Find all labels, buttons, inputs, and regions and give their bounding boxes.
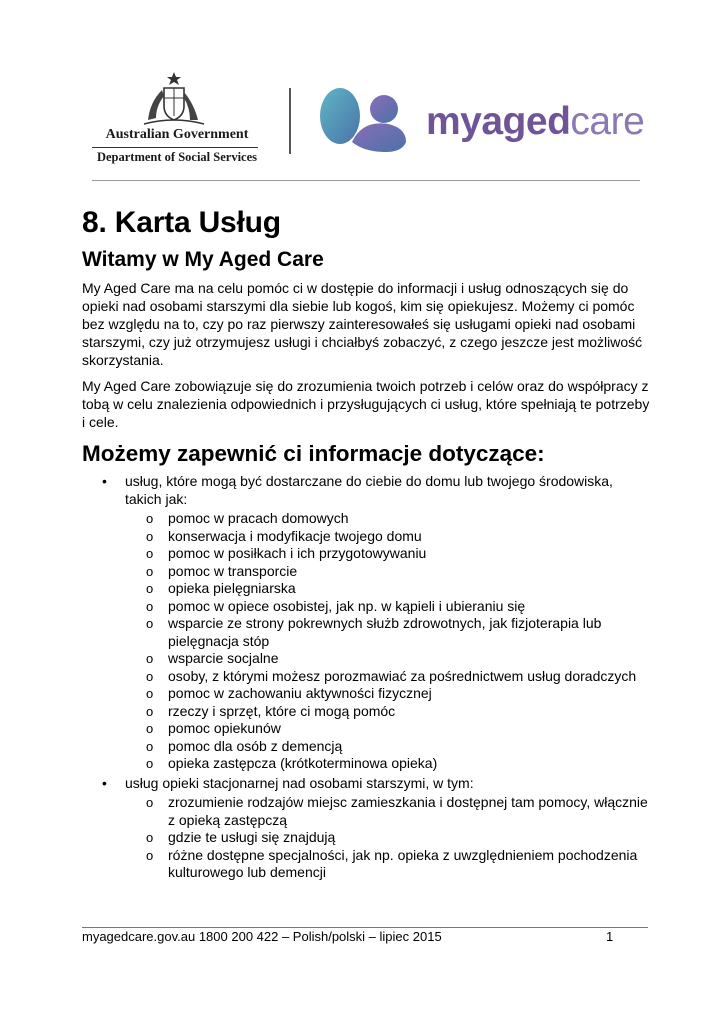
bullet-icon: • <box>102 473 107 489</box>
sub-list-item <box>125 738 652 756</box>
circle-bullet-icon: o <box>146 703 154 719</box>
sub-list-item <box>125 847 652 882</box>
sub-list-item <box>125 615 652 650</box>
sub-list-item-text: pomoc opiekunów <box>168 720 281 736</box>
sub-list-item-text: wsparcie ze strony pokrewnych służb zdrowotnych, jak fizjoterapia lub pielęgnacja stóp <box>168 615 602 649</box>
sub-list-item-text: pomoc w zachowaniu aktywności fizycznej <box>168 685 432 701</box>
sub-list-item-text: opieka pielęgniarska <box>168 580 296 596</box>
sub-list-item <box>125 545 652 563</box>
circle-bullet-icon: o <box>146 598 154 614</box>
sub-list-item <box>125 703 652 721</box>
sub-list-item <box>125 829 652 847</box>
bullet-icon: • <box>102 774 107 791</box>
sub-list-item <box>125 720 652 738</box>
sub-list-item-text: pomoc dla osób z demencją <box>168 737 343 754</box>
sub-list-item-text: pomoc w transporcie <box>168 562 298 579</box>
circle-bullet-icon: o <box>146 528 154 544</box>
sub-list-item-text: osoby, z którymi możesz porozmawiać za pośrednictwem usług doradczych <box>168 667 637 684</box>
sub-list-item <box>125 668 652 686</box>
intro-paragraph: My Aged Care ma na celu pomóc ci w dostępie do informacji i usług odnoszących się do opieki nad osobami starszymi dla siebie lub kogoś, kim się opiekujesz. Możemy ci pomóc bez względu na to, czy po raz pierwszy zainteresowałeś się usługami opieki nad osobami starszymi, czy już otrzymujesz usługi i chciałbyś zobaczyć, z czego jeszcze jest możliwość skorzystania. <box>82 280 643 368</box>
list-item-text: usług opieki stacjonarnej nad osobami starszymi, w tym: <box>125 774 474 791</box>
sub-list-item <box>125 685 652 703</box>
sub-list-item <box>125 528 652 546</box>
header-rule <box>92 180 640 181</box>
sub-list-item <box>125 794 652 829</box>
page-number: 1 <box>606 929 614 944</box>
circle-bullet-icon: o <box>146 738 154 754</box>
wordmark-bold: myaged <box>426 100 571 143</box>
government-name: Australian Government <box>105 127 249 142</box>
my-aged-care-logo-icon <box>318 82 418 157</box>
sub-list-item-text: gdzie te usługi się znajdują <box>168 829 336 845</box>
sub-list-item <box>125 580 652 598</box>
sub-list-item-text: wsparcie socjalne <box>168 650 279 666</box>
wordmark-light: care <box>570 100 645 143</box>
circle-bullet-icon: o <box>146 651 154 666</box>
sub-list-item <box>125 510 652 528</box>
sub-list-item-text: pomoc w pracach domowych <box>168 510 349 526</box>
sub-list <box>125 510 652 773</box>
circle-bullet-icon: o <box>146 756 154 771</box>
footer-rule <box>82 927 648 928</box>
page-header <box>0 0 723 190</box>
sub-list-item <box>125 598 652 616</box>
circle-bullet-icon: o <box>146 616 154 631</box>
department-name: Department of Social Services <box>96 150 258 164</box>
sub-list-item-text: różne dostępne specjalności, jak np. opieka z uwzględnieniem pochodzenia kulturowego lub demencji <box>168 846 638 880</box>
my-aged-care-wordmark <box>426 100 644 144</box>
coat-of-arms-icon <box>138 70 210 128</box>
circle-bullet-icon: o <box>146 546 154 561</box>
commitment-paragraph: My Aged Care zobowiązuje się do zrozumienia twoich potrzeb i celów oraz do współpracy z tobą w celu znalezienia odpowiednich i przysługujących ci usług, które spełniają te potrzeby i cele. <box>82 378 650 430</box>
circle-bullet-icon: o <box>146 830 154 845</box>
sub-list-item-text: zrozumienie rodzajów miejsc zamieszkania i dostępnej tam pomocy, włącznie z opieką zastępczą <box>168 794 648 828</box>
logo-divider <box>289 88 291 154</box>
list-item-text: usług, które mogą być dostarczane do ciebie do domu lub twojego środowiska, takich jak: <box>125 473 613 507</box>
sub-list-item-text: pomoc w posiłkach i ich przygotowywaniu <box>168 545 427 561</box>
circle-bullet-icon: o <box>146 511 154 526</box>
page-title: 8. Karta Usług <box>82 206 281 239</box>
circle-bullet-icon: o <box>146 668 154 684</box>
list-item <box>82 473 652 773</box>
footer-text: myagedcare.gov.au 1800 200 422 – Polish/polski – lipiec 2015 <box>82 929 442 944</box>
sub-list-item <box>125 755 652 773</box>
sub-list-item-text: rzeczy i sprzęt, które ci mogą pomóc <box>168 702 396 719</box>
section-heading: Możemy zapewnić ci informacje dotyczące: <box>82 441 545 466</box>
circle-bullet-icon: o <box>146 795 154 810</box>
list-item <box>82 775 652 882</box>
sub-list-item-text: pomoc w opiece osobistej, jak np. w kąpieli i ubieraniu się <box>168 597 526 614</box>
sub-list-item-text: konserwacja i modyfikacje twojego domu <box>168 527 422 544</box>
circle-bullet-icon: o <box>146 686 154 701</box>
circle-bullet-icon: o <box>146 847 154 863</box>
sub-list-item <box>125 650 652 668</box>
services-list <box>82 473 652 882</box>
sub-list <box>125 794 652 882</box>
circle-bullet-icon: o <box>146 721 154 736</box>
circle-bullet-icon: o <box>146 563 154 579</box>
sub-list-item-text: opieka zastępcza (krótkoterminowa opieka) <box>168 755 438 771</box>
government-rule <box>92 147 258 148</box>
circle-bullet-icon: o <box>146 581 154 596</box>
document-body <box>82 205 652 884</box>
sub-list-item <box>125 563 652 581</box>
welcome-heading: Witamy w My Aged Care <box>82 248 324 271</box>
